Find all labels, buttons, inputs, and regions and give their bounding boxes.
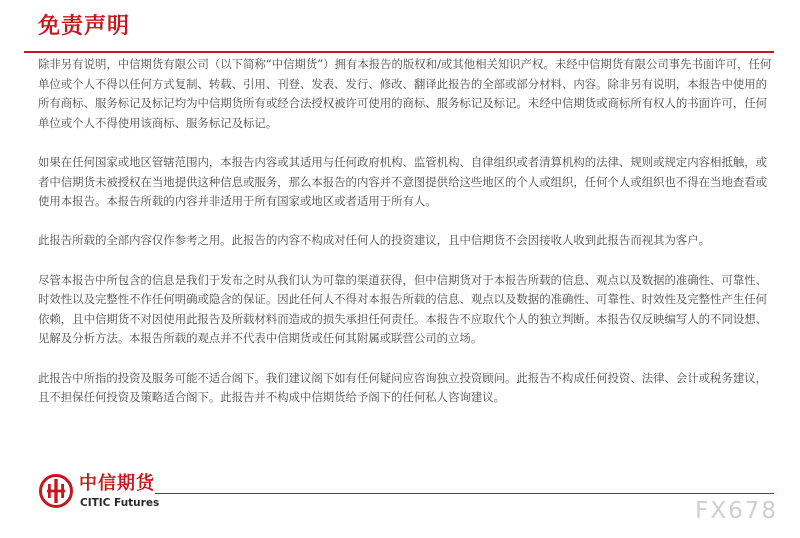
disclaimer-body xyxy=(38,55,776,427)
watermark: FX678 xyxy=(695,498,778,524)
company-logo-text-en: CITIC Futures xyxy=(80,497,160,509)
disclaimer-paragraph-reference: 此报告所载的全部内容仅作参考之用。此报告的内容不构成对任何人的投资建议，且中信期货不会因接收人收到此报告而视其为客户。 xyxy=(38,233,711,248)
company-logo-text-cn: 中信期货 xyxy=(79,473,155,494)
disclaimer-paragraph-copyright: 除非另有说明，中信期货有限公司（以下简称“中信期货”）拥有本报告的版权和/或其他相关知识产权。未经中信期货有限公司事先书面许可，任何单位或个人不得以任何方式复制、转载、引用、刊登、发表、发行、修改、翻译此报告的全部或部分材料、内容。除非另有说明，本报告中使用的所有商标、服务标记及标记均为中信期货所有或经合法授权被许可使用的商标、服务标记及标记。未经中信期货或商标所有权人的书面许可，任何单位或个人不得使用该商标、服务标记及标记。 xyxy=(38,57,772,130)
disclaimer-paragraph-accuracy: 尽管本报告中所包含的信息是我们于发布之时从我们认为可靠的渠道获得，但中信期货对于本报告所载的信息、观点以及数据的准确性、可靠性、时效性以及完整性不作任何明确或隐含的保证。因此任何人不得对本报告所载的信息、观点以及数据的准确性、可靠性、时效性及完整性产生任何依赖，且中信期货不对因使用此报告及所载材料而造成的损失承担任何责任。本报告不应取代个人的独立判断。本报告仅反映编写人的不同设想、见解及分析方法。本报告所载的观点并不代表中信期货或任何其附属或联营公司的立场。 xyxy=(38,272,768,346)
page-title: 免责声明 xyxy=(38,14,131,39)
disclaimer-paragraph-jurisdiction: 如果在任何国家或地区管辖范围内，本报告内容或其适用与任何政府机构、监管机构、自律组织或者清算机构的法律、规则或规定内容相抵触，或者中信期货未被授权在当地提供这种信息或服务，那么本报告的内容并不意图提供给这些地区的个人或组织，任何个人或组织也不得在当地查看或使用本报告。本报告所载的内容并非适用于所有国家或地区或者适用于所有人。 xyxy=(38,154,768,209)
title-divider xyxy=(24,51,774,53)
disclaimer-paragraph-suitability: 此报告中所指的投资及服务可能不适合阁下。我们建议阁下如有任何疑问应咨询独立投资顾问。此报告不构成任何投资、法律、会计或税务建议，且不担保任何投资及策略适合阁下。此报告并不构成中信期货给予阁下的任何私人咨询建议。 xyxy=(38,370,768,405)
citic-logo-icon xyxy=(38,473,74,509)
footer-divider xyxy=(155,493,774,494)
